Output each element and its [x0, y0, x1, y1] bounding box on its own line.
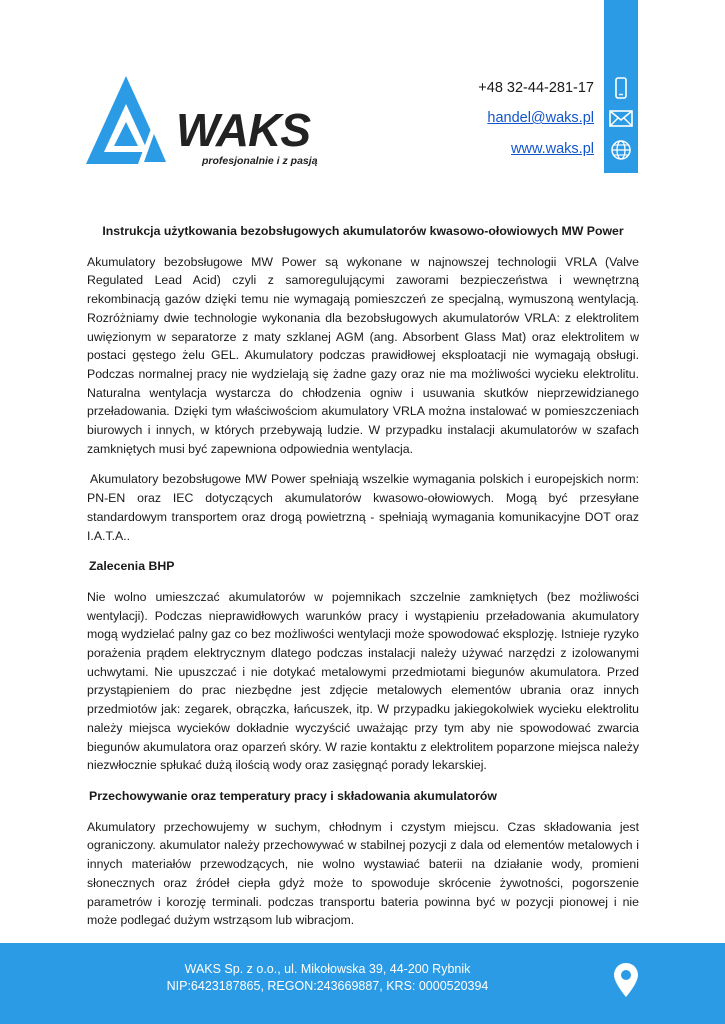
- logo-brand-text: WAKS: [176, 104, 310, 156]
- intro-paragraph: Akumulatory bezobsługowe MW Power są wykonane w najnowszej technologii VRLA (Valve Regulated Lead Acid) czyli z samoregulującymi zaworami bezpieczeństwa i wewnętrzną rekombinacją gazów dzięki temu nie wymagają pomieszczeń ze specjalną, wymuszoną wentylacją. Rozróżniamy dwie technologie wykonania dla bezobsługowych akumulatorów VRLA: z elektrolitem uwięzionym w separatorze z maty szklanej AGM (ang. Absorbent Glass Mat) oraz elektrolitem w postaci gęstego żelu GEL. Akumulatory podczas prawidłowej eksploatacji nie wymagają obsługi. Podczas normalnej pracy nie wydzielają się żadne gazy oraz nie ma możliwości wycieku elektrolitu. Naturalna wentylacja wystarcza do chłodzenia ogniw i usuwania skutków nieprzewidzianego przeładowania. Dzięki tym właściwościom akumulatory VRLA można instalować w pomieszczeniach biurowych i innych, w których przebywają ludzie. W przypadku instalacji akumulatorów w szafach zamkniętych musi być zapewniona odpowiednia wentylacja.: [87, 254, 639, 456]
- safety-paragraph: Nie wolno umieszczać akumulatorów w pojemnikach szczelnie zamkniętych (bez możliwości wentylacji). Podczas nieprawidłowych warunków pracy i wystąpieniu przeładowania akumulatory mogą wydzielać palny gaz co bez możliwości wentylacji może spowodować eksplozję. Istnieje ryzyko porażenia prądem elektrycznym dlatego podczas instalacji należy używać narzędzi z izolowanymi uchwytami. Nie upuszczać i nie dotykać metalowymi przedmiotami biegunów akumulatora. Przed przystąpieniem do prac niezbędne jest zdjęcie metalowych elementów ubrania oraz innych przedmiotów jak: zegarek, obrączka, łańcuszek, itp. W przypadku jakiegokolwiek wycieku elektrolitu należy miejsca wycieków dokładnie wyczyścić uważając przy tym aby nie spowodować zwarcia biegunów akumulatora oraz oparzeń skóry. W razie kontaktu z elektrolitem poparzone miejsca należy niezwłocznie spłukać dużą ilością wody oraz zasięgnąć porady lekarskiej.: [87, 589, 639, 773]
- globe-icon: [606, 137, 636, 163]
- safety-heading: Zalecenia BHP: [89, 559, 175, 574]
- document-title: Instrukcja użytkowania bezobsługowych akumulatorów kwasowo-ołowiowych MW Power: [102, 224, 624, 238]
- storage-paragraph: Akumulatory przechowujemy w suchym, chłodnym i czystym miejscu. Czas składowania jest ograniczony. akumulator należy przechowywać w stabilnej pozycji z dala od elementów metalowych i innych materiałów przewodzących, nie wolno wystawiać baterii na działanie wody, promieni słonecznych oraz źródeł ciepła gdyż może to spowoduje skrócenie żywotności, pogorszenie parametrów i korozję terminali. podczas transportu bateria powinna być w pozycji pionowej i nie może podlegać dużym wstrząsom lub wibracjom.: [87, 819, 639, 928]
- phone-icon: [606, 76, 636, 102]
- standards-paragraph: Akumulatory bezobsługowe MW Power spełniają wszelkie wymagania polskich i europejskich norm: PN-EN oraz IEC dotyczących akumulatorów kwasowo-ołowiowych. Mogą być przesyłane standardowym transportem oraz drogą powietrzną - spełniają wymagania komunikacyjne DOT oraz I.A.T.A..: [87, 472, 639, 543]
- logo-tagline: profesjonalnie i z pasją: [202, 155, 318, 167]
- document-body: [87, 222, 639, 942]
- mail-icon: [606, 106, 636, 132]
- website-link[interactable]: www.waks.pl: [511, 141, 594, 157]
- footer-registry: NIP:6423187865, REGON:243669887, KRS: 0000520394: [166, 979, 489, 993]
- company-logo: [86, 74, 331, 168]
- storage-heading: Przechowywanie oraz temperatury pracy i składowania akumulatorów: [89, 788, 497, 803]
- footer-address: WAKS Sp. z o.o., ul. Mikołowska 39, 44-200 Rybnik: [184, 962, 471, 976]
- location-pin-icon: [613, 962, 639, 998]
- phone-number[interactable]: +48 32-44-281-17: [478, 80, 594, 96]
- email-link[interactable]: handel@waks.pl: [487, 110, 594, 126]
